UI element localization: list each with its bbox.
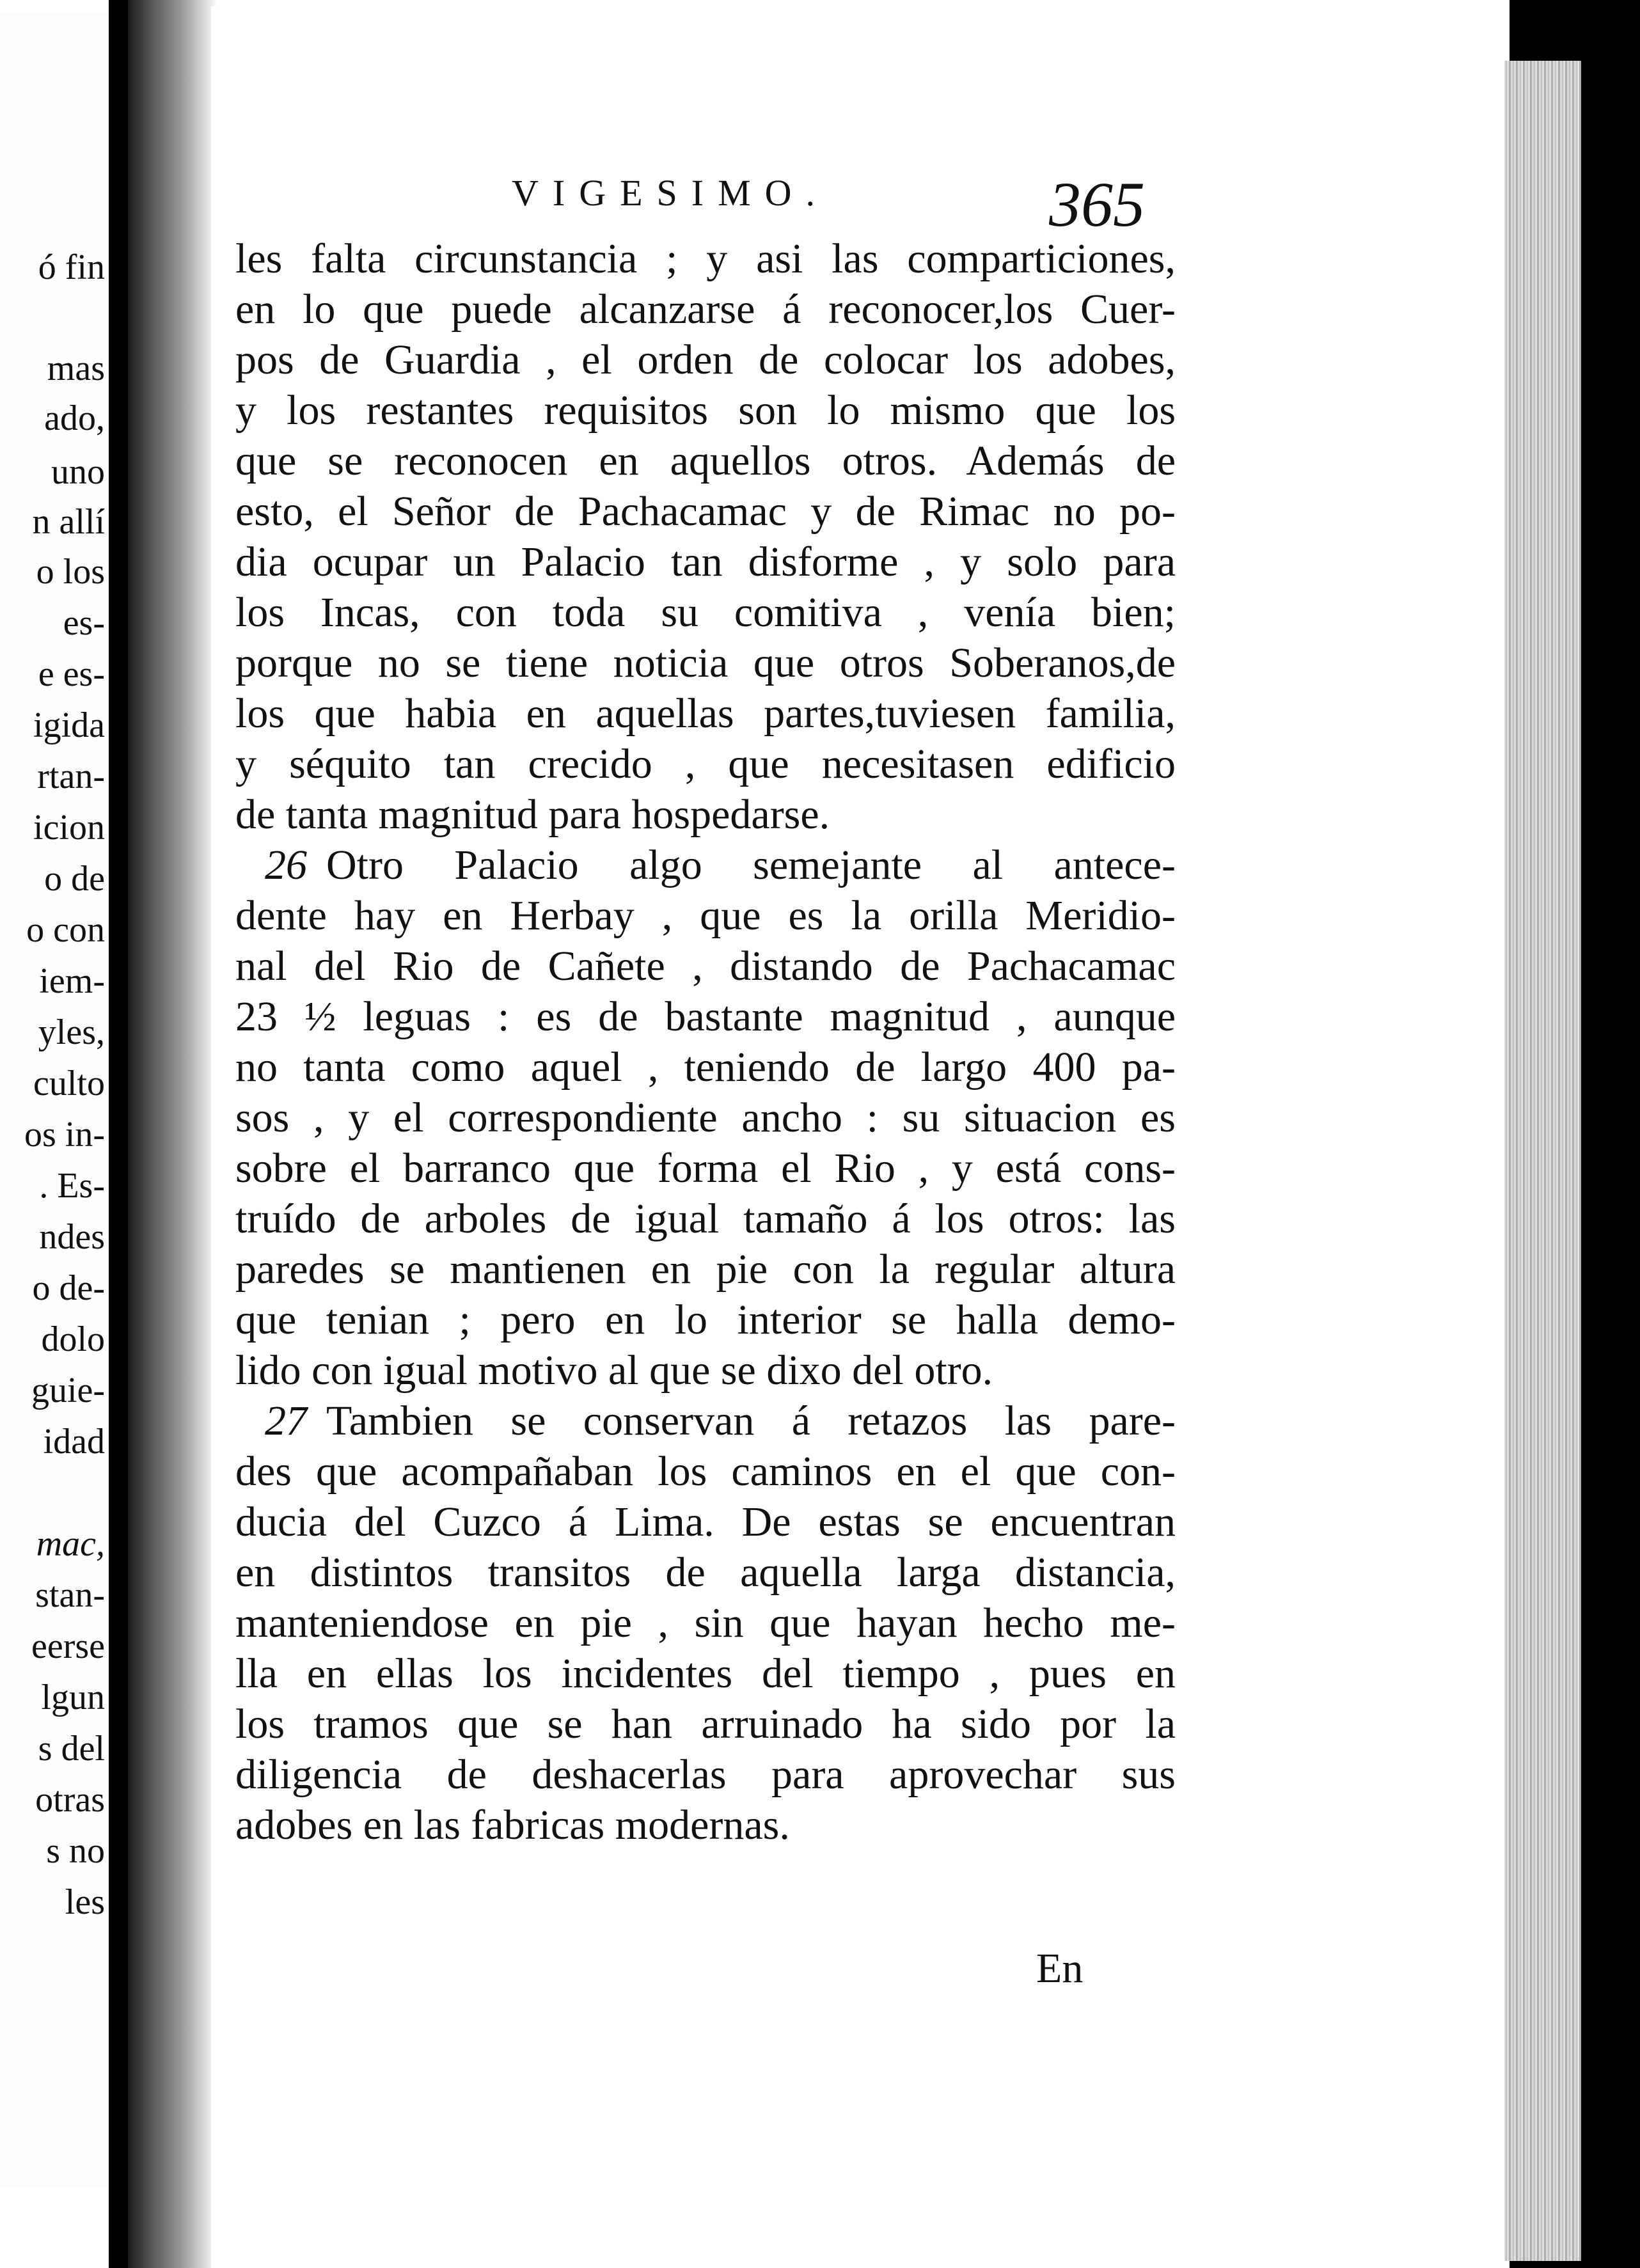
left-fragment: culto (33, 1064, 105, 1103)
left-fragment: o de (44, 859, 105, 899)
text-line: paredes se mantienen en pie con la regular altura (235, 1246, 1176, 1293)
text-line-numbered (235, 1396, 1176, 1446)
left-fragment: icion (33, 808, 105, 847)
text-line: dia ocupar un Palacio tan disforme , y solo para (235, 539, 1176, 585)
page-number: 365 (1049, 169, 1145, 240)
text-line: lla en ellas los incidentes del tiempo , pues en (235, 1650, 1176, 1697)
text-line: des que acompañaban los caminos en el que con- (235, 1448, 1176, 1495)
left-fragment: ó fin (38, 248, 105, 287)
text-line: que tenian ; pero en lo interior se halla demo- (235, 1296, 1176, 1343)
text-line: lido con igual motivo al que se dixo del otro. (235, 1347, 993, 1394)
catchword: En (1036, 1945, 1084, 1992)
left-fragment: o los (36, 552, 105, 592)
text-line: en distintos transitos de aquella larga distancia, (235, 1549, 1176, 1596)
text-line: manteniendose en pie , sin que hayan hecho me- (235, 1600, 1176, 1646)
book-gutter-gradient (128, 0, 217, 2268)
text-line: porque no se tiene noticia que otros Soberanos,de (235, 640, 1176, 686)
text-line: sos , y el correspondiente ancho : su situacion es (235, 1094, 1176, 1141)
left-fragment: les (65, 1882, 105, 1922)
text-line: los Incas, con toda su comitiva , venía bien; (235, 589, 1176, 636)
left-fragment: rtan- (37, 757, 105, 796)
text-line: nal del Rio de Cañete , distando de Pachacamac (235, 943, 1176, 989)
left-fragment: idad (43, 1422, 105, 1461)
left-fragment: os in- (24, 1115, 105, 1154)
paragraph-number: 27 (265, 1398, 307, 1444)
left-fragment: guie- (31, 1371, 105, 1410)
left-fragment: mas (47, 349, 105, 388)
left-fragment: ado, (44, 398, 105, 438)
left-fragment: ndes (39, 1217, 105, 1257)
text-line: Otro Palacio algo semejante al antece- (326, 842, 1176, 888)
text-line: en lo que puede alcanzarse á reconocer,los Cuer- (235, 286, 1176, 333)
left-fragment: iem- (39, 961, 105, 1001)
text-line: los que habia en aquellas partes,tuviesen familia, (235, 690, 1176, 737)
text-line: y séquito tan crecido , que necesitasen edificio (235, 741, 1176, 787)
text-line: ducia del Cuzco á Lima. De estas se encuentran (235, 1499, 1176, 1545)
paragraph-26 (235, 840, 1176, 1396)
running-head: VIGESIMO. (512, 172, 830, 214)
left-fragment: es- (63, 603, 105, 643)
left-fragment: dolo (41, 1319, 105, 1359)
left-fragment: uno (51, 452, 105, 492)
text-line: diligencia de deshacerlas para aprovechar sus (235, 1751, 1176, 1798)
paragraph-continued (235, 233, 1176, 840)
left-fragment: otras (35, 1780, 105, 1820)
text-line: que se reconocen en aquellos otros. Además de (235, 437, 1176, 484)
text-line: 23 ½ leguas : es de bastante magnitud , aunque (235, 993, 1176, 1040)
left-fragment: o con (26, 910, 105, 950)
text-line: Tambien se conservan á retazos las pare- (326, 1398, 1176, 1444)
text-line: pos de Guardia , el orden de colocar los adobes, (235, 336, 1176, 383)
text-line: dente hay en Herbay , que es la orilla Meridio- (235, 892, 1176, 939)
text-line: de tanta magnitud para hospedarse. (235, 791, 830, 838)
text-line-numbered (235, 840, 1176, 890)
left-fragment: e es- (38, 654, 105, 694)
left-fragment: stan- (35, 1575, 105, 1615)
left-fragment: yles, (38, 1012, 105, 1052)
left-fragment: mac, (36, 1524, 105, 1564)
left-fragment: igida (33, 705, 105, 745)
text-line: truído de arboles de igual tamaño á los otros: las (235, 1195, 1176, 1242)
text-line: les falta circunstancia ; y asi las comparticiones, (235, 235, 1176, 282)
text-line: y los restantes requisitos son lo mismo que los (235, 387, 1176, 434)
text-line: no tanta como aquel , teniendo de largo 400 pa- (235, 1044, 1176, 1091)
page-body (235, 233, 1176, 1850)
text-line: adobes en las fabricas modernas. (235, 1802, 790, 1848)
text-line: los tramos que se han arruinado ha sido por la (235, 1701, 1176, 1747)
left-fragment: s del (38, 1729, 105, 1768)
left-fragment: eerse (31, 1626, 105, 1666)
left-fragment: s no (46, 1831, 105, 1871)
paragraph-27 (235, 1396, 1176, 1850)
paragraph-number: 26 (265, 842, 307, 888)
text-line: sobre el barranco que forma el Rio , y está cons- (235, 1145, 1176, 1192)
page-edges (1504, 61, 1581, 2261)
left-fragment: o de- (32, 1268, 105, 1308)
left-fragment: lgun (41, 1678, 105, 1717)
text-line: esto, el Señor de Pachacamac y de Rimac no po- (235, 488, 1176, 535)
left-fragment: . Es- (39, 1166, 105, 1206)
left-fragment: n allí (32, 502, 105, 542)
